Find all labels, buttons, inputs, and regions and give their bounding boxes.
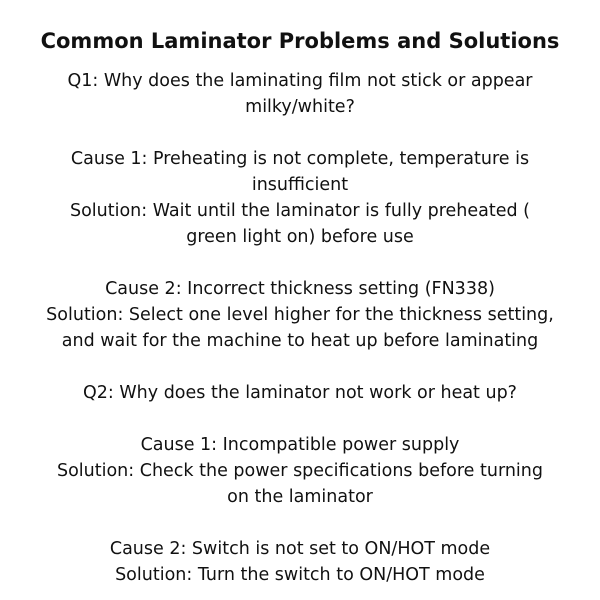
q1-cause-1-line-1: Cause 1: Preheating is not complete, temperature is <box>70 149 530 169</box>
q1-solution-2-line-2: and wait for the machine to heat up before laminating <box>61 331 539 351</box>
q1-solution-2 <box>10 302 590 354</box>
q2-solution-1-line-2: on the laminator <box>227 487 373 507</box>
page-title: Common Laminator Problems and Solutions <box>40 29 560 53</box>
q2-cause-1-line-1: Cause 1: Incompatible power supply <box>140 435 460 455</box>
q2-solution-2 <box>10 562 590 588</box>
q1-cause-2 <box>10 276 590 302</box>
q1-cause-2-line-1: Cause 2: Incorrect thickness setting (FN338) <box>105 279 495 299</box>
question-1-line-2: milky/white? <box>245 97 355 117</box>
q2-solution-1-line-1: Solution: Check the power specifications before turning <box>56 461 543 481</box>
q1-solution-1 <box>10 198 590 250</box>
q2-cause-2 <box>10 536 590 562</box>
q1-cause-1-line-2: insufficient <box>251 175 349 195</box>
spacer <box>10 354 590 380</box>
q2-cause-2-line-1: Cause 2: Switch is not set to ON/HOT mode <box>109 539 491 559</box>
spacer <box>10 510 590 536</box>
spacer <box>10 120 590 146</box>
q1-solution-2-line-1: Solution: Select one level higher for the thickness setting, <box>46 305 554 325</box>
q1-solution-1-line-2: green light on) before use <box>186 227 414 247</box>
q2-solution-1 <box>10 458 590 510</box>
spacer <box>10 250 590 276</box>
question-1-line-1: Q1: Why does the laminating film not stick or appear <box>67 71 533 91</box>
q1-cause-1 <box>10 146 590 198</box>
q2-solution-2-line-1: Solution: Turn the switch to ON/HOT mode <box>115 565 485 585</box>
q2-cause-1 <box>10 432 590 458</box>
q1-solution-1-line-1: Solution: Wait until the laminator is fully preheated ( <box>69 201 531 221</box>
question-1 <box>10 68 590 120</box>
question-2 <box>10 380 590 406</box>
question-2-line-1: Q2: Why does the laminator not work or heat up? <box>83 383 517 403</box>
spacer <box>10 406 590 432</box>
